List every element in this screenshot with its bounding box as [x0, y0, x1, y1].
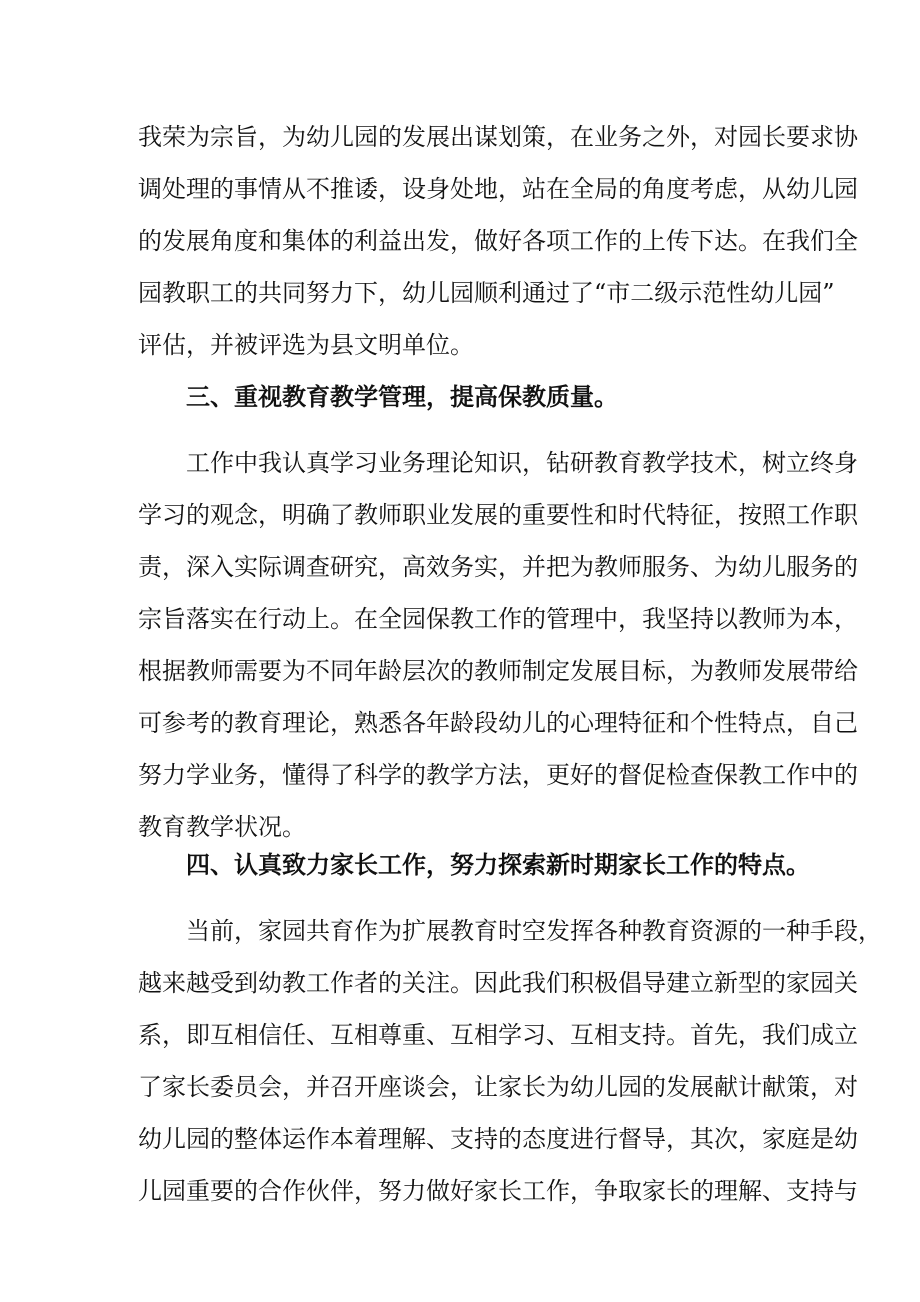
paragraph-2-line-7: 努力学业务，懂得了科学的教学方法，更好的督促检查保教工作中的: [138, 761, 858, 789]
paragraph-2-line-5: 根据教师需要为不同年龄层次的教师制定发展目标，为教师发展带给: [138, 657, 858, 685]
paragraph-3-line-4: 了家长委员会，并召开座谈会，让家长为幼儿园的发展献计献策，对: [138, 1073, 858, 1101]
paragraph-3-line-6: 儿园重要的合作伙伴，努力做好家长工作，争取家长的理解、支持与: [138, 1177, 858, 1205]
paragraph-1-line-1: 我荣为宗旨，为幼儿园的发展出谋划策，在业务之外，对园长要求协: [138, 123, 858, 151]
paragraph-1-line-3: 的发展角度和集体的利益出发，做好各项工作的上传下达。在我们全: [138, 227, 858, 255]
paragraph-3-line-2: 越来越受到幼教工作者的关注。因此我们积极倡导建立新型的家园关: [138, 969, 858, 997]
paragraph-1-line-4: 园教职工的共同努力下，幼儿园顺利通过了“市二级示范性幼儿园”: [138, 279, 835, 307]
paragraph-1-line-2: 调处理的事情从不推诿，设身处地，站在全局的角度考虑，从幼儿园: [138, 175, 858, 203]
paragraph-3-line-3: 系，即互相信任、互相尊重、互相学习、互相支持。首先，我们成立: [138, 1021, 858, 1049]
section-heading-3: 三、重视教育教学管理，提高保教质量。: [186, 382, 618, 411]
paragraph-2-line-2: 学习的观念，明确了教师职业发展的重要性和时代特征，按照工作职: [138, 501, 858, 529]
paragraph-2-line-1: 工作中我认真学习业务理论知识，钻研教育教学技术，树立终身: [186, 449, 858, 477]
paragraph-3-line-5: 幼儿园的整体运作本着理解、支持的态度进行督导，其次，家庭是幼: [138, 1125, 858, 1153]
paragraph-1-line-5: 评估，并被评选为县文明单位。: [138, 331, 474, 359]
paragraph-2-line-6: 可参考的教育理论，熟悉各年龄段幼儿的心理特征和个性特点，自己: [138, 709, 858, 737]
paragraph-2-line-4: 宗旨落实在行动上。在全园保教工作的管理中，我坚持以教师为本，: [138, 605, 858, 633]
paragraph-2-line-8: 教育教学状况。: [138, 813, 306, 841]
paragraph-2-line-3: 责，深入实际调查研究，高效务实，并把为教师服务、为幼儿服务的: [138, 553, 858, 581]
paragraph-3-line-1: 当前，家园共育作为扩展教育时空发挥各种教育资源的一种手段，: [186, 917, 882, 945]
section-heading-4: 四、认真致力家长工作，努力探索新时期家长工作的特点。: [186, 850, 810, 879]
